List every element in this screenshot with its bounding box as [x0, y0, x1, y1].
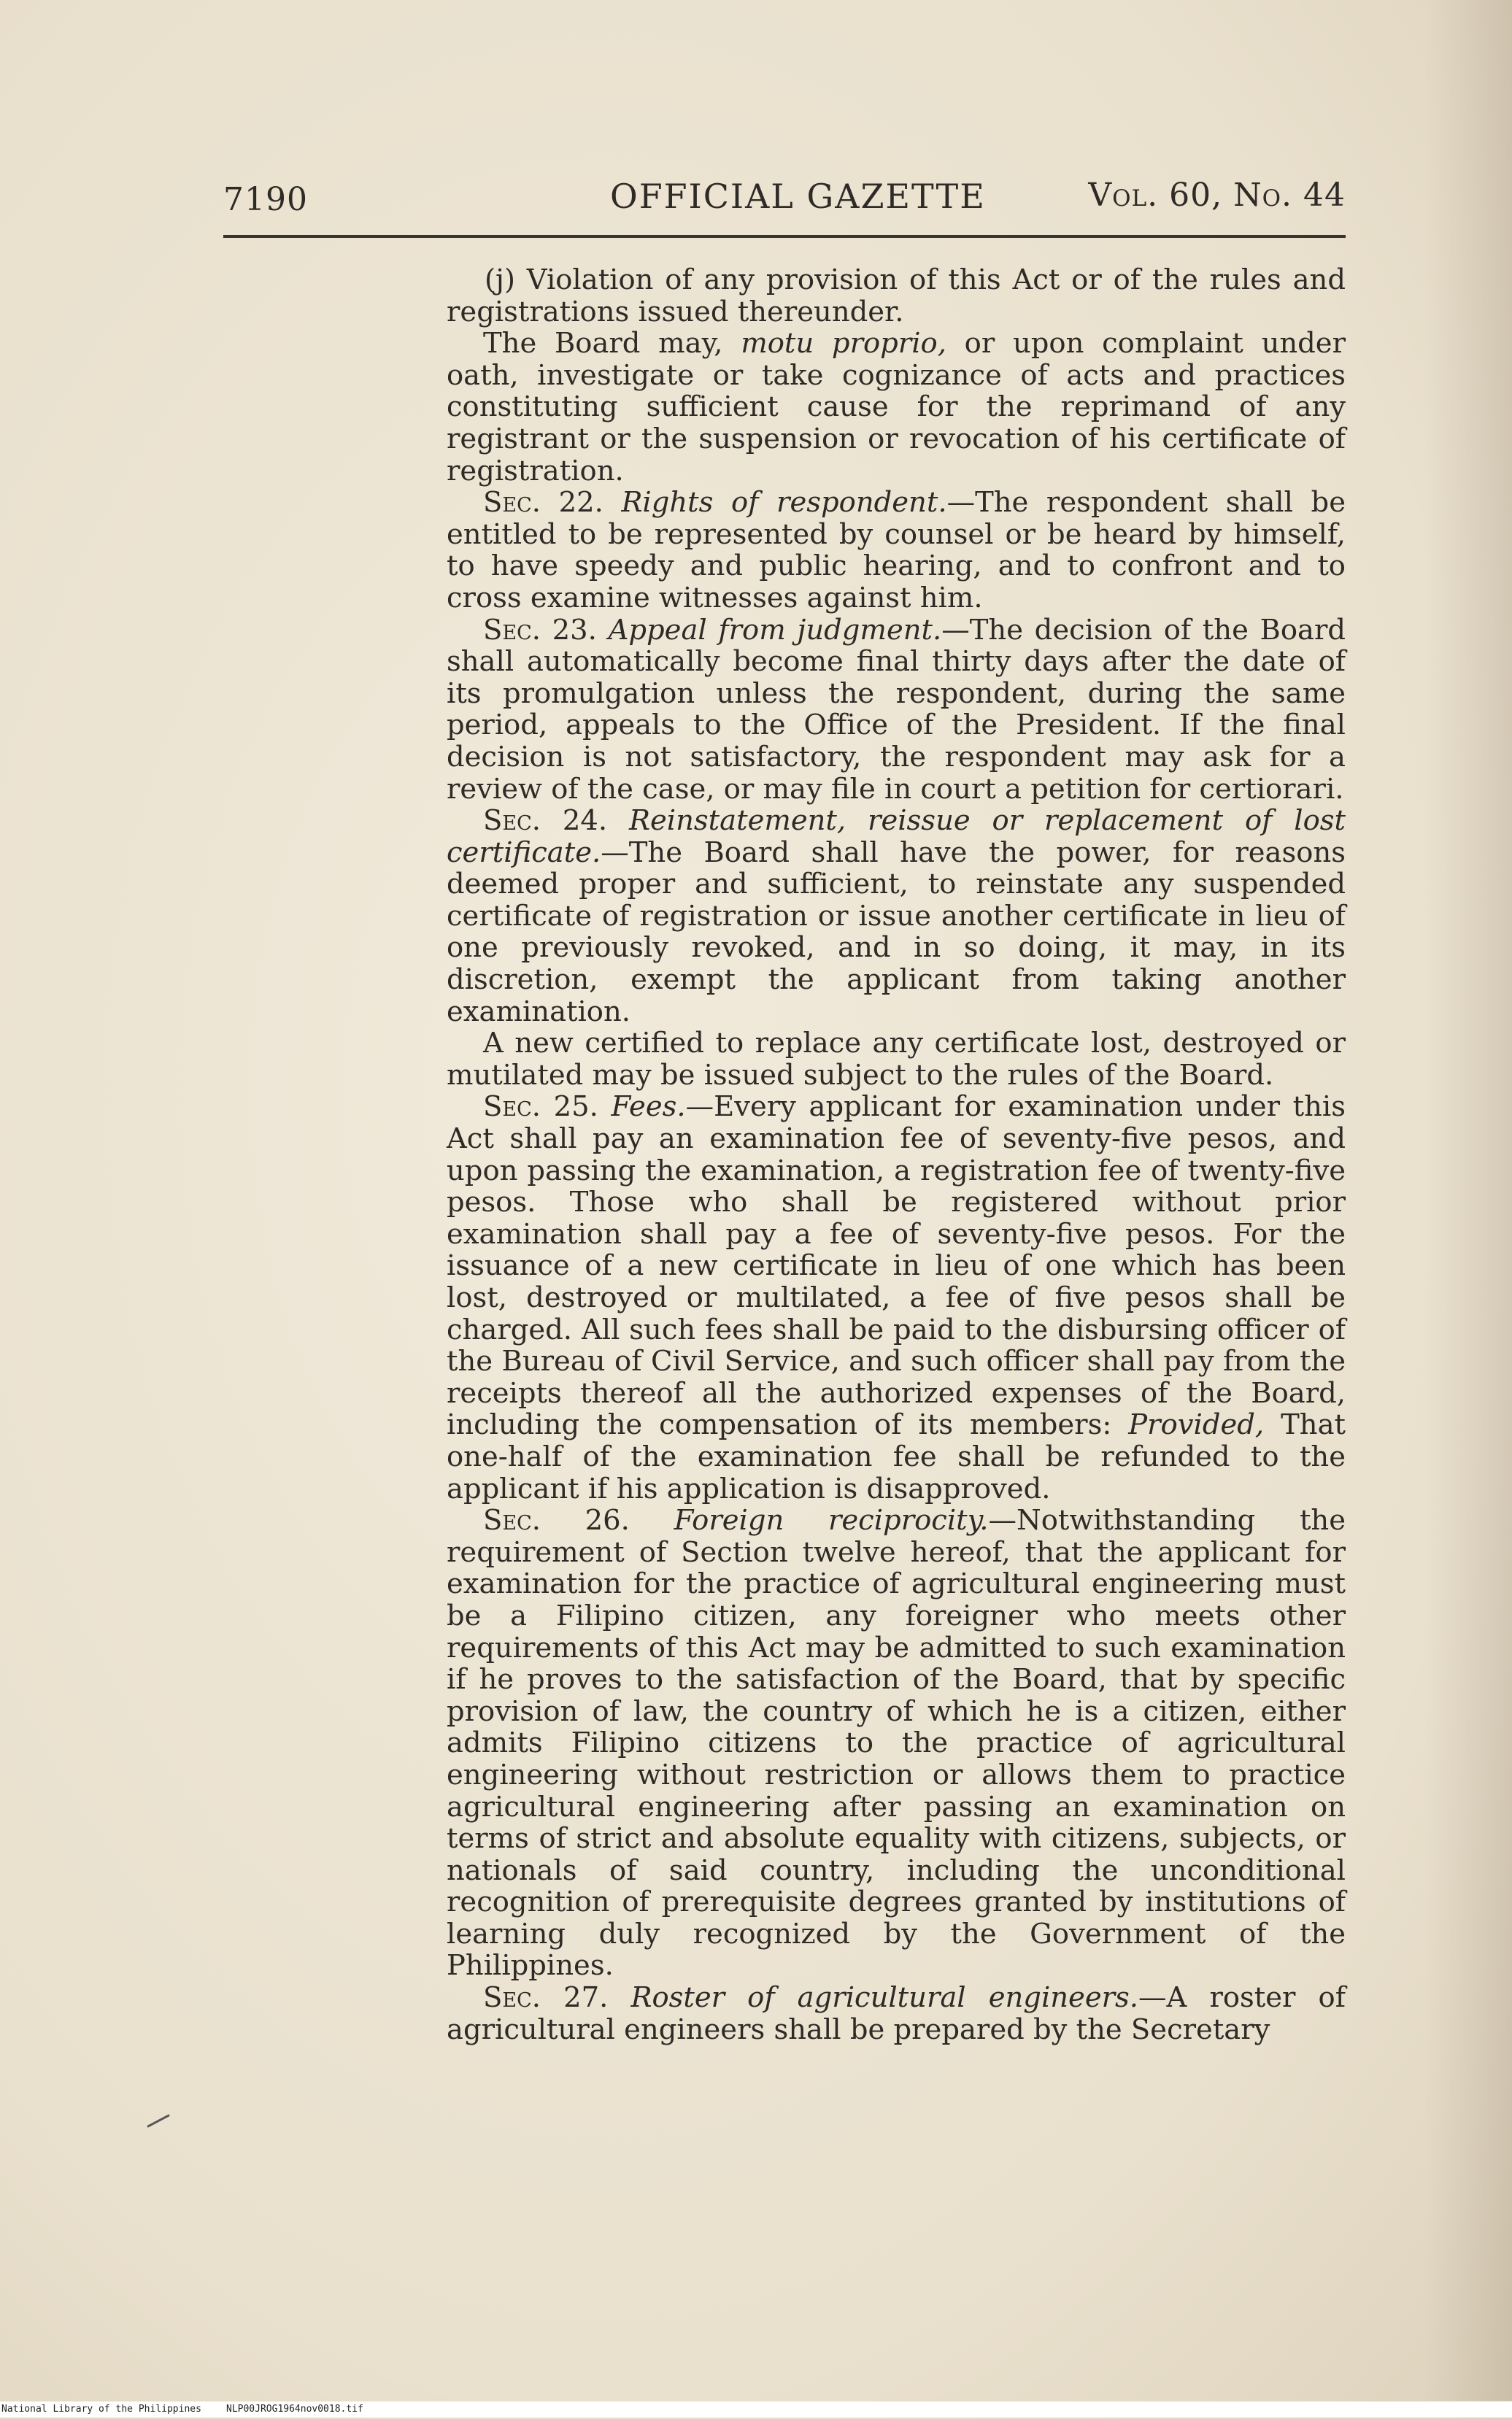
volume-issue: Vol. 60, No. 44 — [1088, 177, 1346, 214]
page-body — [447, 264, 1346, 2045]
paragraph-violation: (j) Violation of any provision of this Act or of the rules and registrations issued thereunder. — [447, 263, 1346, 328]
section-24: Sec. 24. Reinstatement, reissue or replacement of lost certificate.—The Board shall have the power, for reasons deemed proper and sufficient, to reinstate any suspended certificate of registration or issue another certificate in lieu of one previously revoked, and in so doing, it may, in its discretion, exempt the applicant from taking another examination. — [447, 804, 1346, 1028]
section-23: Sec. 23. Appeal from judgment.—The decision of the Board shall automatically become final thirty days after the date of its promulgation unless the respondent, during the same period, appeals to the Office of the President. If the final decision is not satisfactory, the respondent may ask for a review of the case, or may file in court a petition for certiorari. — [447, 613, 1346, 806]
section-title: Reinstatement, reissue or replacement of lost certificate. — [447, 804, 1346, 869]
section-25: Sec. 25. Fees.—Every applicant for examination under this Act shall pay an examination fee of seventy-five pesos, and upon passing the examination, a registration fee of twenty-five pesos. Those who shall be registered without prior examination shall pay a fee of seventy-five pesos. For the issuance of a new certificate in lieu of one which has been lost, destroyed or multilated, a fee of five pesos shall be charged. All such fees shall be paid to the disbursing officer of the Bureau of Civil Service, and such officer shall pay from the receipts thereof all the authorized expenses of the Board, including the compensation of its members: Provided, That one-half of the examination fee shall be refunded to the applicant if his application is disapproved. — [447, 1090, 1346, 1505]
scan-footer — [0, 2401, 1512, 2418]
section-number: Sec. 22. — [483, 486, 603, 520]
paragraph-new-certificate: A new certified to replace any certificate lost, destroyed or mutilated may be issued subject to the rules of the Board. — [447, 1027, 1346, 1092]
section-27: Sec. 27. Roster of agricultural engineers.—A roster of agricultural engineers shall be prepared by the Secretary — [447, 1981, 1346, 2046]
section-number: Sec. 23. — [483, 613, 597, 647]
section-title: Foreign reciprocity. — [674, 1504, 989, 1538]
section-number: Sec. 25. — [483, 1090, 598, 1124]
section-22: Sec. 22. Rights of respondent.—The respondent shall be entitled to be represented by counsel or be heard by himself, to have speedy and public hearing, and to confront and to cross examine witnesses against him. — [447, 486, 1346, 614]
header-rule — [223, 235, 1346, 238]
section-number: Sec. 27. — [483, 1981, 609, 2015]
scan-filename: NLP00JROG1964nov0018.tif — [226, 2404, 363, 2415]
section-number: Sec. 26. — [483, 1504, 630, 1538]
section-title: Appeal from judgment. — [608, 613, 942, 647]
margin-pencil-mark — [147, 2114, 169, 2128]
section-26: Sec. 26. Foreign reciprocity.—Notwithstanding the requirement of Section twelve hereof, that the applicant for examination for the practice of agricultural engineering must be a Filipino citizen, any foreigner who meets other requirements of this Act may be admitted to such examination if he proves to the satisfaction of the Board, that by specific provision of law, the country of which he is a citizen, either admits Filipino citizens to the practice of agricultural engineering without restriction or allows them to practice agricultural engineering after passing an examination on terms of strict and absolute equality with citizens, subjects, or nationals of said country, including the unconditional recognition of prerequisite degrees granted by institutions of learning duly recognized by the Government of the Philippines. — [447, 1504, 1346, 1983]
paragraph-board-investigation: The Board may, motu proprio, or upon complaint under oath, investigate or take cognizance of acts and practices constituting sufficient cause for the reprimand of any registrant or the suspension or revocation of his certificate of registration. — [447, 327, 1346, 487]
section-number: Sec. 24. — [483, 804, 608, 838]
page-spine-shadow — [1424, 0, 1512, 2401]
page-header — [223, 175, 1346, 226]
publication-title: OFFICIAL GAZETTE — [610, 177, 986, 216]
section-title: Fees. — [611, 1090, 686, 1124]
section-title: Rights of respondent. — [621, 486, 947, 520]
section-title: Roster of agricultural engineers. — [630, 1981, 1139, 2015]
page-number: 7190 — [223, 181, 308, 218]
library-credit: National Library of the Philippines — [1, 2404, 201, 2415]
